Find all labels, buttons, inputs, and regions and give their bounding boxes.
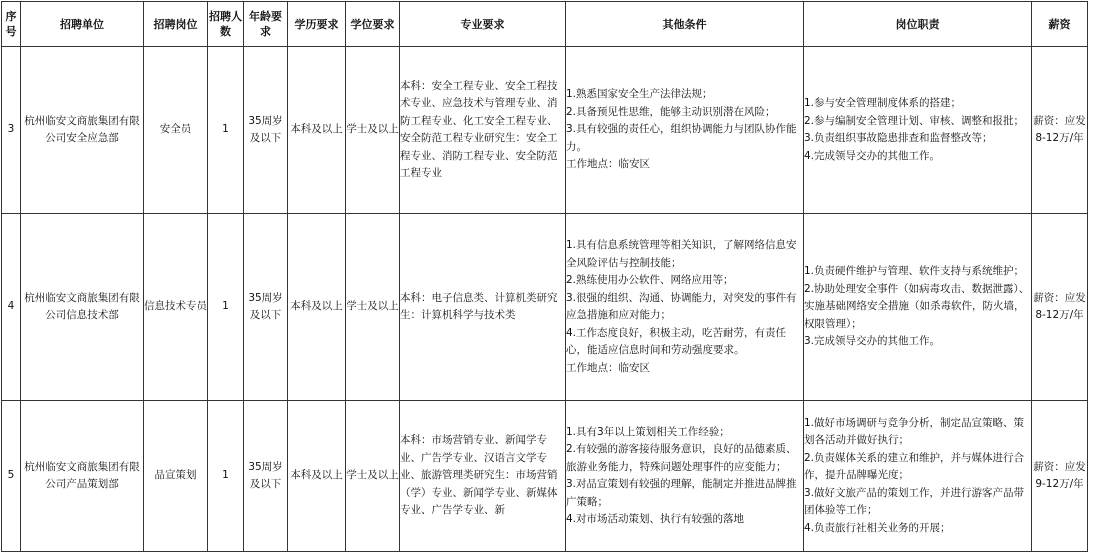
major-cell: 本科：电子信息类、计算机类研究生：计算机科学与技术类 [400, 214, 566, 401]
degree-cell: 学士及以上 [346, 401, 400, 552]
duty-line: 3.负责组织事故隐患排查和监督整改等； [804, 132, 993, 144]
age-cell: 35周岁及以下 [244, 214, 288, 401]
unit-cell: 杭州临安文商旅集团有限公司信息技术部 [21, 214, 144, 401]
header-degree: 学位要求 [346, 2, 400, 47]
duty-line: 2.负责媒体关系的建立和维护，并与媒体进行合作，提升品牌曝光度； [804, 451, 1025, 482]
header-row [2, 2, 1088, 47]
condition-line: 2.熟练使用办公软件、网络应用等； [566, 274, 734, 286]
edu-cell: 本科及以上 [288, 47, 346, 214]
header-edu: 学历要求 [288, 2, 346, 47]
duty-line: 1.负责硬件维护与管理、软件支持与系统维护； [804, 265, 1025, 278]
unit-cell: 杭州临安文商旅集团有限公司安全应急部 [21, 47, 144, 214]
header-seq: 序号 [2, 2, 21, 47]
work-location: 工作地点：临安区 [566, 361, 650, 374]
duty-line: 1.参与安全管理制度体系的搭建； [804, 97, 962, 109]
age-cell: 35周岁及以下 [244, 401, 288, 552]
condition-line: 3.具有较强的责任心，组织协调能力与团队协作能力。 [566, 123, 797, 153]
seq-cell: 3 [2, 47, 21, 214]
header-post: 招聘岗位 [144, 2, 208, 47]
major-cell: 本科：安全工程专业、安全工程技术专业、应急技术与管理专业、消防工程专业、化工安全工程专业、安全防范工程专业研究生：安全工程专业、消防工程专业、安全防范工程专业 [400, 47, 566, 214]
condition-line: 4.对市场活动策划、执行有较强的落地 [566, 513, 745, 525]
duty-line: 3.做好文旅产品的策划工作，并进行游客产品带团体验等工作； [804, 486, 1025, 517]
other-conditions-cell [566, 401, 804, 552]
edu-cell: 本科及以上 [288, 401, 346, 552]
header-duty: 岗位职责 [804, 2, 1032, 47]
table-row [2, 401, 1088, 552]
seq-cell: 5 [2, 401, 21, 552]
header-unit: 招聘单位 [21, 2, 144, 47]
duty-cell [804, 401, 1032, 552]
recruitment-table [1, 1, 1088, 552]
header-count: 招聘人数 [208, 2, 244, 47]
duty-line: 4.负责旅行社相关业务的开展； [804, 521, 951, 534]
post-cell: 安全员 [144, 47, 208, 214]
duty-line: 3.完成领导交办的其他工作。 [804, 335, 941, 348]
count-cell: 1 [208, 214, 244, 401]
degree-cell: 学士及以上 [346, 214, 400, 401]
header-salary: 薪资 [1032, 2, 1088, 47]
work-location: 工作地点：临安区 [566, 158, 650, 171]
post-cell: 信息技术专员 [144, 214, 208, 401]
duty-cell [804, 47, 1032, 214]
other-conditions-cell [566, 47, 804, 214]
salary-cell: 薪资：应发8-12万/年 [1032, 214, 1088, 401]
header-other: 其他条件 [566, 2, 804, 47]
duty-line: 2.协助处理安全事件（如病毒攻击、数据泄露）、实施基础网络安全措施（如杀毒软件，防火墙，权限管理）； [804, 282, 1030, 330]
other-conditions-cell [566, 214, 804, 401]
duty-line: 4.完成领导交办的其他工作。 [804, 149, 941, 162]
duty-line: 2.参与编制安全管理计划、审核、调整和报批； [804, 114, 1025, 127]
major-cell: 本科：市场营销专业、新闻学专业、广告学专业、汉语言文学专业、旅游管理类研究生：市场营销（学）专业、新闻学专业、新媒体专业、广告学专业、新 [400, 401, 566, 552]
header-age: 年龄要求 [244, 2, 288, 47]
salary-cell: 薪资：应发8-12万/年 [1032, 47, 1088, 214]
count-cell: 1 [208, 47, 244, 214]
count-cell: 1 [208, 401, 244, 552]
degree-cell: 学士及以上 [346, 47, 400, 214]
header-major: 专业要求 [400, 2, 566, 47]
condition-line: 1.具有信息系统管理等相关知识，了解网络信息安全风险评估与控制技能； [566, 239, 797, 269]
condition-line: 2.具备预见性思维，能够主动识别潜在风险； [566, 105, 776, 118]
condition-line: 3.对品宣策划有较强的理解，能制定并推进品牌推广策略； [566, 478, 797, 508]
condition-line: 1.熟悉国家安全生产法律法规； [566, 88, 713, 101]
duty-line: 1.做好市场调研与竞争分析，制定品宣策略、策划各活动并做好执行； [804, 416, 1025, 447]
condition-line: 1.具有3年以上策划相关工作经验； [566, 425, 730, 438]
table-row [2, 47, 1088, 214]
unit-cell: 杭州临安文商旅集团有限公司产品策划部 [21, 401, 144, 552]
table-row [2, 214, 1088, 401]
edu-cell: 本科及以上 [288, 214, 346, 401]
condition-line: 4.工作态度良好，积极主动，吃苦耐劳，有责任心，能适应信息时间和劳动强度要求。 [566, 326, 787, 356]
salary-cell: 薪资：应发9-12万/年 [1032, 401, 1088, 552]
seq-cell: 4 [2, 214, 21, 401]
age-cell: 35周岁及以下 [244, 47, 288, 214]
duty-cell [804, 214, 1032, 401]
post-cell: 品宣策划 [144, 401, 208, 552]
condition-line: 3.很强的组织、沟通、协调能力，对突发的事件有应急措施和应对能力； [566, 291, 797, 321]
condition-line: 2.有较强的游客接待服务意识，良好的品德素质、旅游业务能力，特殊问题处理事件的应变能力； [566, 443, 797, 473]
